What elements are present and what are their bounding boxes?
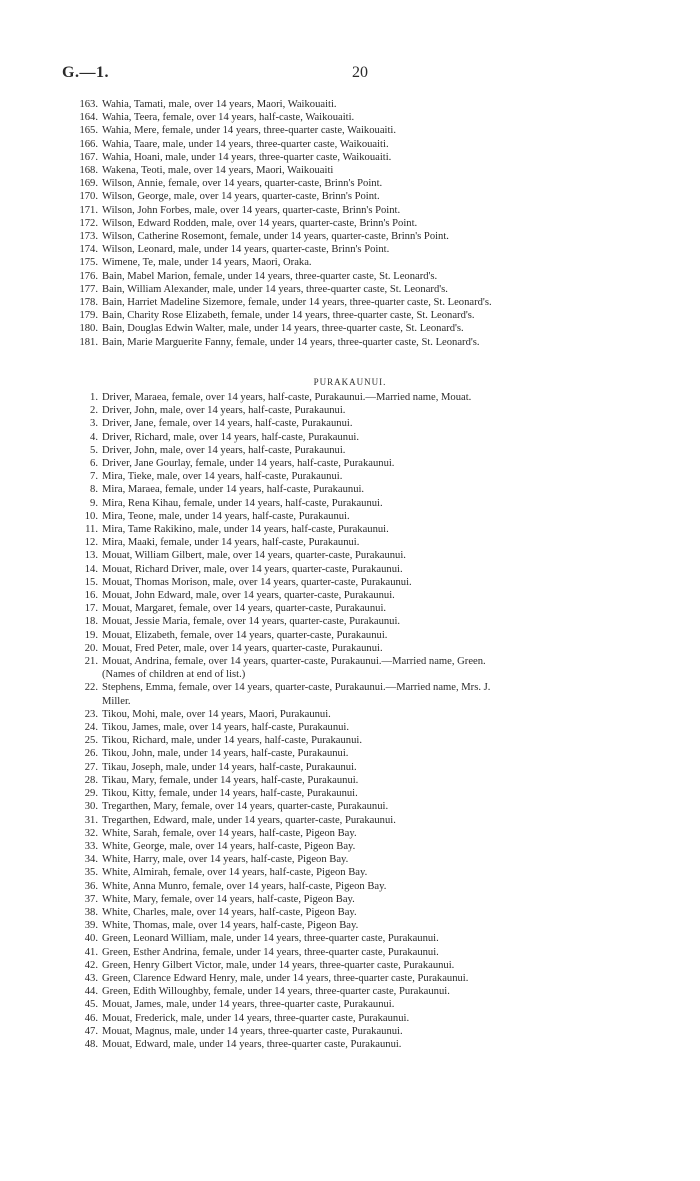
entry-text: Tikou, Richard, male, under 14 years, half-caste, Purakaunui. — [102, 735, 362, 747]
list-item — [68, 681, 658, 707]
list-item — [68, 576, 658, 589]
entry-number: 48. — [84, 1038, 98, 1050]
list-item — [68, 138, 658, 151]
list-item — [68, 893, 658, 906]
list-item — [68, 932, 658, 945]
list-item — [68, 642, 658, 655]
entry-number: 33. — [84, 840, 98, 852]
list-item — [68, 1012, 658, 1025]
list-item — [68, 322, 658, 335]
list-item — [68, 111, 658, 124]
entry-list-purakaunui — [68, 391, 658, 1051]
list-item — [68, 563, 658, 576]
entry-number: 25. — [84, 735, 98, 747]
entry-number: 11. — [85, 524, 98, 536]
entry-number: 18. — [84, 616, 98, 628]
list-item — [68, 217, 658, 230]
entry-text: Wakena, Teoti, male, over 14 years, Maori, Waikouaiti — [102, 165, 334, 177]
entry-number: 30. — [84, 801, 98, 813]
list-item — [68, 431, 658, 444]
entry-number: 29. — [84, 788, 98, 800]
entry-number: 15. — [84, 576, 98, 588]
entry-text: Mouat, Magnus, male, under 14 years, three-quarter caste, Purakaunui. — [102, 1025, 403, 1037]
list-item — [68, 190, 658, 203]
entry-number: 21. — [84, 656, 98, 668]
page-number: 20 — [352, 64, 368, 81]
entry-number: 42. — [84, 959, 98, 971]
list-item — [68, 270, 658, 283]
entry-text: Wilson, Edward Rodden, male, over 14 years, quarter-caste, Brinn's Point. — [102, 217, 418, 229]
entry-number: 165. — [79, 125, 98, 137]
entry-number: 164. — [79, 112, 98, 124]
list-item — [68, 655, 658, 681]
list-item — [68, 256, 658, 269]
list-item — [68, 309, 658, 322]
entry-number: 37. — [84, 893, 98, 905]
entry-number: 10. — [84, 510, 98, 522]
entry-text: Green, Leonard William, male, under 14 years, three-quarter caste, Purakaunui. — [102, 933, 439, 945]
entry-text: Tikou, James, male, over 14 years, half-caste, Purakaunui. — [102, 722, 350, 734]
entry-number: 20. — [84, 642, 98, 654]
list-item — [68, 629, 658, 642]
entry-text: Tregarthen, Edward, male, under 14 years, quarter-caste, Purakaunui. — [102, 814, 396, 826]
entry-text: Wilson, Leonard, male, under 14 years, quarter-caste, Brinn's Point. — [102, 244, 390, 256]
entry-number: 170. — [79, 191, 98, 203]
entry-text: White, Harry, male, over 14 years, half-caste, Pigeon Bay. — [102, 854, 349, 866]
entry-text: Tikou, Mohi, male, over 14 years, Maori, Purakaunui. — [102, 708, 331, 720]
entry-number: 181. — [79, 336, 98, 348]
list-item — [68, 985, 658, 998]
entry-number: 171. — [79, 204, 98, 216]
list-item — [68, 177, 658, 190]
entry-number: 2. — [90, 405, 98, 417]
entry-text: Tregarthen, Mary, female, over 14 years, quarter-caste, Purakaunui. — [102, 801, 389, 813]
entry-number: 6. — [90, 458, 98, 470]
entry-text: Wahia, Teera, female, over 14 years, half-caste, Waikouaiti. — [102, 112, 355, 124]
entry-number: 168. — [79, 165, 98, 177]
list-item — [68, 417, 658, 430]
entry-continuation: Miller. — [102, 695, 131, 707]
entry-text: Wahia, Taare, male, under 14 years, three-quarter caste, Waikouaiti. — [102, 138, 389, 150]
entry-number: 8. — [90, 484, 98, 496]
entry-number: 3. — [90, 418, 98, 430]
list-item — [68, 747, 658, 760]
entry-text: Wilson, George, male, over 14 years, quarter-caste, Brinn's Point. — [102, 191, 380, 203]
list-item — [68, 243, 658, 256]
entry-number: 26. — [84, 748, 98, 760]
list-item — [68, 1038, 658, 1051]
entry-text: Tikou, Kitty, female, under 14 years, half-caste, Purakaunui. — [102, 788, 358, 800]
entry-text: Wahia, Mere, female, under 14 years, three-quarter caste, Waikouaiti. — [102, 125, 397, 137]
entry-text: Mouat, Edward, male, under 14 years, three-quarter caste, Purakaunui. — [102, 1038, 402, 1050]
entry-text: Mouat, Thomas Morison, male, over 14 years, quarter-caste, Purakaunui. — [102, 576, 412, 588]
entry-text: Wilson, Catherine Rosemont, female, under 14 years, quarter-caste, Brinn's Point. — [102, 231, 449, 243]
entry-text: Bain, Harriet Madeline Sizemore, female, under 14 years, three-quarter caste, St. Leonard's. — [102, 297, 492, 309]
list-item — [68, 404, 658, 417]
list-item — [68, 615, 658, 628]
list-item — [68, 602, 658, 615]
entry-text: White, George, male, over 14 years, half-caste, Pigeon Bay. — [102, 840, 356, 852]
entry-text: Mira, Teone, male, under 14 years, half-caste, Purakaunui. — [102, 510, 350, 522]
entry-number: 166. — [79, 138, 98, 150]
list-item — [68, 124, 658, 137]
entry-text: Mouat, Frederick, male, under 14 years, three-quarter caste, Purakaunui. — [102, 1012, 410, 1024]
list-item — [68, 734, 658, 747]
list-item — [68, 906, 658, 919]
entry-number: 16. — [84, 590, 98, 602]
entry-text: Tikau, Joseph, male, under 14 years, half-caste, Purakaunui. — [102, 761, 357, 773]
entry-number: 7. — [90, 471, 98, 483]
list-item — [68, 708, 658, 721]
entry-text: White, Almirah, female, over 14 years, half-caste, Pigeon Bay. — [102, 867, 368, 879]
entry-number: 12. — [84, 537, 98, 549]
entry-number: 19. — [84, 629, 98, 641]
entry-number: 31. — [84, 814, 98, 826]
list-item — [68, 510, 658, 523]
list-item — [68, 204, 658, 217]
entry-text: Mira, Maaki, female, under 14 years, half-caste, Purakaunui. — [102, 537, 360, 549]
entry-number: 14. — [84, 563, 98, 575]
entry-number: 27. — [84, 761, 98, 773]
list-item — [68, 497, 658, 510]
entry-text: Mouat, Elizabeth, female, over 14 years, quarter-caste, Purakaunui. — [102, 629, 388, 641]
entry-number: 24. — [84, 722, 98, 734]
entry-number: 43. — [84, 972, 98, 984]
entry-text: Mouat, Andrina, female, over 14 years, quarter-caste, Purakaunui.—Married name, Green. — [102, 656, 486, 668]
entry-text: Mouat, John Edward, male, over 14 years, quarter-caste, Purakaunui. — [102, 590, 395, 602]
entry-text: Bain, Charity Rose Elizabeth, female, under 14 years, three-quarter caste, St. Leonard's. — [102, 310, 475, 322]
entry-number: 28. — [84, 774, 98, 786]
list-item — [68, 536, 658, 549]
entry-number: 174. — [79, 244, 98, 256]
list-item — [68, 589, 658, 602]
entry-number: 39. — [84, 920, 98, 932]
entry-number: 38. — [84, 906, 98, 918]
entry-text: Green, Henry Gilbert Victor, male, under 14 years, three-quarter caste, Purakaunui. — [102, 959, 455, 971]
list-item — [68, 470, 658, 483]
entry-text: Mira, Tieke, male, over 14 years, half-caste, Purakaunui. — [102, 471, 343, 483]
entry-text: Tikau, Mary, female, under 14 years, half-caste, Purakaunui. — [102, 774, 359, 786]
list-item — [68, 336, 658, 349]
entry-number: 5. — [90, 444, 98, 456]
entry-text: Mouat, Richard Driver, male, over 14 years, quarter-caste, Purakaunui. — [102, 563, 403, 575]
entry-text: Driver, Jane Gourlay, female, under 14 years, half-caste, Purakaunui. — [102, 458, 395, 470]
entry-text: Tikou, John, male, under 14 years, half-caste, Purakaunui. — [102, 748, 349, 760]
entry-text: Driver, Maraea, female, over 14 years, half-caste, Purakaunui.—Married name, Mouat. — [102, 392, 472, 403]
entry-continuation: (Names of children at end of list.) — [102, 669, 246, 681]
list-item — [68, 523, 658, 536]
entry-text: White, Sarah, female, over 14 years, half-caste, Pigeon Bay. — [102, 827, 357, 839]
list-item — [68, 483, 658, 496]
entry-number: 178. — [79, 297, 98, 309]
entry-list-continued — [68, 98, 658, 349]
entry-number: 36. — [84, 880, 98, 892]
entry-text: White, Anna Munro, female, over 14 years, half-caste, Pigeon Bay. — [102, 880, 387, 892]
list-item — [68, 761, 658, 774]
list-item — [68, 919, 658, 932]
entry-text: Wilson, John Forbes, male, over 14 years, quarter-caste, Brinn's Point. — [102, 204, 401, 216]
entry-number: 172. — [79, 217, 98, 229]
entry-text: Green, Edith Willoughby, female, under 14 years, three-quarter caste, Purakaunui. — [102, 986, 450, 998]
entry-text: Mouat, William Gilbert, male, over 14 years, quarter-caste, Purakaunui. — [102, 550, 406, 562]
entry-text: Wahia, Hoani, male, under 14 years, three-quarter caste, Waikouaiti. — [102, 151, 392, 163]
entry-text: Mouat, Fred Peter, male, over 14 years, quarter-caste, Purakaunui. — [102, 642, 383, 654]
list-item — [68, 946, 658, 959]
list-item — [68, 840, 658, 853]
list-item — [68, 444, 658, 457]
list-item — [68, 880, 658, 893]
list-item — [68, 98, 658, 111]
entry-number: 4. — [90, 431, 98, 443]
entry-number: 34. — [84, 854, 98, 866]
entry-number: 44. — [84, 986, 98, 998]
entry-text: Driver, John, male, over 14 years, half-caste, Purakaunui. — [102, 405, 346, 417]
section-heading-purakaunui: PURAKAUNUI. — [313, 377, 387, 387]
entry-number: 169. — [79, 178, 98, 190]
entry-number: 46. — [84, 1012, 98, 1024]
entry-text: Bain, William Alexander, male, under 14 years, three-quarter caste, St. Leonard's. — [102, 283, 448, 295]
entry-number: 40. — [84, 933, 98, 945]
entry-number: 163. — [79, 99, 98, 110]
entry-number: 13. — [84, 550, 98, 562]
list-item — [68, 998, 658, 1011]
entry-text: Driver, Jane, female, over 14 years, half-caste, Purakaunui. — [102, 418, 353, 430]
list-item — [68, 230, 658, 243]
entry-number: 167. — [79, 151, 98, 163]
list-item — [68, 151, 658, 164]
entry-number: 32. — [84, 827, 98, 839]
entry-number: 1. — [90, 392, 98, 403]
entry-number: 45. — [84, 999, 98, 1011]
entry-text: Driver, John, male, over 14 years, half-caste, Purakaunui. — [102, 444, 346, 456]
entry-text: Bain, Mabel Marion, female, under 14 years, three-quarter caste, St. Leonard's. — [102, 270, 438, 282]
entry-text: White, Thomas, male, over 14 years, half-caste, Pigeon Bay. — [102, 920, 359, 932]
list-item — [68, 853, 658, 866]
page-header — [62, 64, 652, 88]
list-item — [68, 283, 658, 296]
entry-text: White, Charles, male, over 14 years, half-caste, Pigeon Bay. — [102, 906, 357, 918]
entry-number: 177. — [79, 283, 98, 295]
entry-number: 17. — [84, 603, 98, 615]
entry-text: Mira, Maraea, female, under 14 years, half-caste, Purakaunui. — [102, 484, 365, 496]
entry-text: Mouat, Margaret, female, over 14 years, quarter-caste, Purakaunui. — [102, 603, 387, 615]
list-item — [68, 866, 658, 879]
entry-number: 179. — [79, 310, 98, 322]
list-item — [68, 296, 658, 309]
entry-text: Green, Clarence Edward Henry, male, under 14 years, three-quarter caste, Purakaunui. — [102, 972, 469, 984]
list-item — [68, 972, 658, 985]
list-item — [68, 457, 658, 470]
entry-number: 23. — [84, 708, 98, 720]
entry-number: 173. — [79, 231, 98, 243]
list-item — [68, 959, 658, 972]
entry-number: 180. — [79, 323, 98, 335]
entry-text: Wilson, Annie, female, over 14 years, quarter-caste, Brinn's Point. — [102, 178, 383, 190]
entry-number: 22. — [84, 682, 98, 694]
entry-number: 35. — [84, 867, 98, 879]
entry-number: 41. — [84, 946, 98, 958]
document-reference: G.—1. — [62, 64, 109, 81]
list-item — [68, 800, 658, 813]
entry-text: Mira, Tame Rakikino, male, under 14 years, half-caste, Purakaunui. — [102, 524, 389, 536]
entry-number: 9. — [90, 497, 98, 509]
entry-text: Wahia, Tamati, male, over 14 years, Maori, Waikouaiti. — [102, 99, 337, 110]
list-item — [68, 721, 658, 734]
list-item — [68, 549, 658, 562]
entry-text: Driver, Richard, male, over 14 years, half-caste, Purakaunui. — [102, 431, 359, 443]
entry-text: White, Mary, female, over 14 years, half-caste, Pigeon Bay. — [102, 893, 355, 905]
entry-text: Bain, Marie Marguerite Fanny, female, under 14 years, three-quarter caste, St. Leonard's. — [102, 336, 480, 348]
entry-text: Stephens, Emma, female, over 14 years, quarter-caste, Purakaunui.—Married name, Mrs. J. — [102, 682, 491, 694]
entry-number: 47. — [84, 1025, 98, 1037]
list-item — [68, 1025, 658, 1038]
entry-text: Mira, Rena Kihau, female, under 14 years, half-caste, Purakaunui. — [102, 497, 383, 509]
entry-number: 175. — [79, 257, 98, 269]
entry-text: Mouat, Jessie Maria, female, over 14 years, quarter-caste, Purakaunui. — [102, 616, 401, 628]
list-item — [68, 391, 658, 404]
list-item — [68, 787, 658, 800]
entry-number: 176. — [79, 270, 98, 282]
entry-text: Mouat, James, male, under 14 years, three-quarter caste, Purakaunui. — [102, 999, 395, 1011]
entry-text: Bain, Douglas Edwin Walter, male, under 14 years, three-quarter caste, St. Leonard's. — [102, 323, 464, 335]
entry-text: Wimene, Te, male, under 14 years, Maori, Oraka. — [102, 257, 312, 269]
entry-text: Green, Esther Andrina, female, under 14 years, three-quarter caste, Purakaunui. — [102, 946, 439, 958]
list-item — [68, 774, 658, 787]
list-item — [68, 164, 658, 177]
list-item — [68, 827, 658, 840]
list-item — [68, 814, 658, 827]
